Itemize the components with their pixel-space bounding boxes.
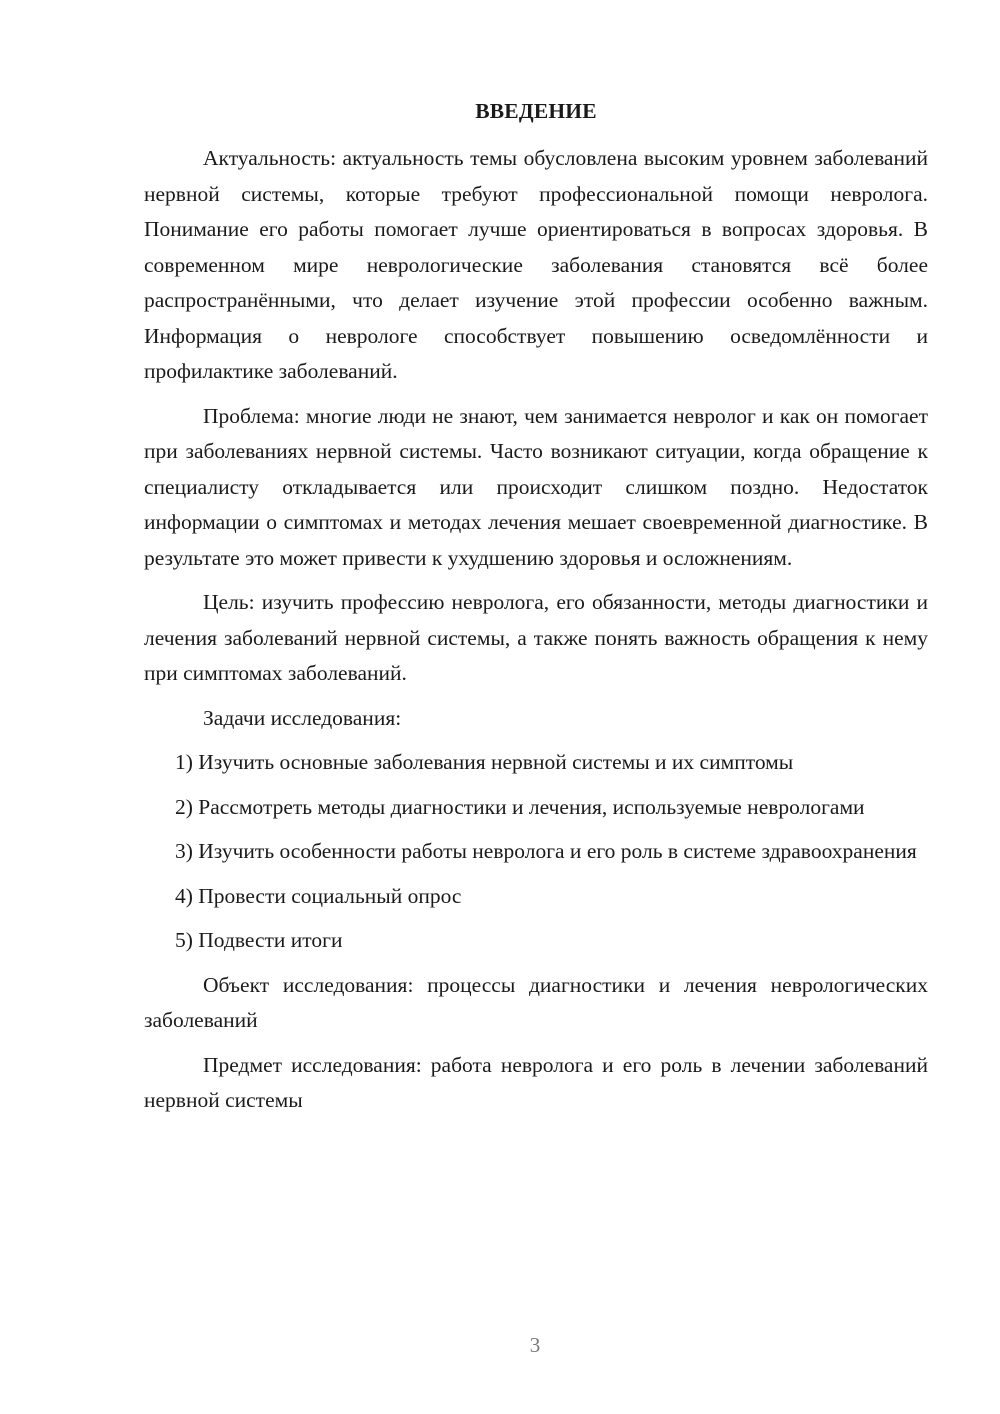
- tasks-heading: Задачи исследования:: [203, 705, 402, 730]
- page-number: 3: [529, 1333, 541, 1357]
- list-item: 5) Подвести итоги: [175, 928, 343, 952]
- relevance-paragraph: Актуальность: актуальность темы обусловлена высоким уровнем заболеваний нервной системы, которые требуют профессиональной помощи невролога. Понимание его работы помогает лучше ориентироваться в вопросах здоровья. В современном мире неврологические заболевания становятся всё более распространёнными, что делает изучение этой профессии особенно важным. Информация о неврологе способствует повышению осведомлённости и профилактике заболеваний.: [144, 146, 928, 383]
- list-item: 2) Рассмотреть методы диагностики и лечения, используемые неврологами: [175, 794, 865, 819]
- tasks-list: [144, 745, 928, 959]
- list-item: 3) Изучить особенности работы невролога и его роль в системе здравоохранения: [175, 839, 917, 863]
- object-paragraph: Объект исследования: процессы диагностики и лечения неврологических заболеваний: [144, 972, 928, 1032]
- page-content: [144, 96, 928, 1119]
- list-item: 1) Изучить основные заболевания нервной системы и их симптомы: [175, 750, 794, 774]
- list-item: 4) Провести социальный опрос: [175, 883, 462, 908]
- page-title: ВВЕДЕНИЕ: [475, 99, 597, 123]
- goal-paragraph: Цель: изучить профессию невролога, его обязанности, методы диагностики и лечения заболеваний нервной системы, а также понять важность обращения к нему при симптомах заболеваний.: [144, 590, 928, 685]
- problem-paragraph: Проблема: многие люди не знают, чем занимается невролог и как он помогает при заболеваниях нервной системы. Часто возникают ситуации, когда обращение к специалисту откладывается или происходит слишком поздно. Недостаток информации о симптомах и методах лечения мешает своевременной диагностике. В результате это может привести к ухудшению здоровья и осложнениям.: [144, 403, 928, 570]
- subject-paragraph: Предмет исследования: работа невролога и его роль в лечении заболеваний нервной системы: [144, 1052, 928, 1112]
